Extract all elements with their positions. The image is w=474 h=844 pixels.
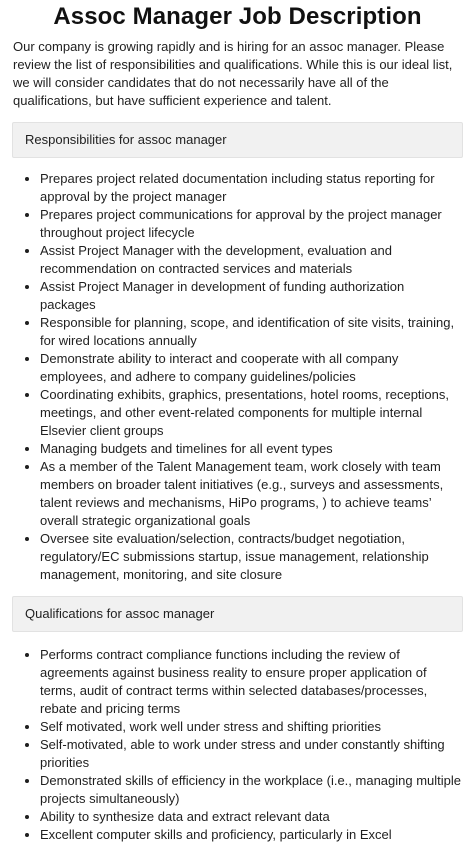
list-item: • Demonstrate ability to interact and cooperate with all company employees, and adhere to company guidelines/policies: [40, 350, 463, 386]
qualifications-heading: Qualifications for assoc manager: [12, 596, 463, 632]
intro-paragraph: Our company is growing rapidly and is hiring for an assoc manager. Please review the list of responsibilities and qualifications. While this is our ideal list, we will consider candidates that do not necessarily have all of the qualifications, but have sufficient experience and talent.: [13, 39, 453, 108]
list-item: • As a member of the Talent Management team, work closely with team members on broader talent initiatives (e.g., surveys and assessments, talent reviews and mechanisms, HiPo programs, ) to achieve teams’ overall strategic organizational goals: [40, 458, 463, 530]
qualifications-list: [12, 646, 463, 844]
list-item: • Excellent computer skills and proficiency, particularly in Excel: [40, 826, 463, 844]
page-title: Assoc Manager Job Description: [53, 3, 422, 30]
list-item: • Oversee site evaluation/selection, contracts/budget negotiation, regulatory/EC submissions startup, issue management, relationship management, monitoring, and site closure: [40, 530, 463, 584]
list-item: • Assist Project Manager in development of funding authorization packages: [40, 278, 463, 314]
list-item: • Ability to synthesize data and extract relevant data: [40, 808, 463, 826]
list-item: • Prepares project communications for approval by the project manager throughout project lifecycle: [40, 206, 463, 242]
responsibilities-list: [12, 170, 463, 584]
list-item: • Performs contract compliance functions including the review of agreements against business reality to ensure proper application of terms, audit of contract terms within selected databases/processes, rebate and pricing terms: [40, 646, 463, 718]
list-item: • Prepares project related documentation including status reporting for approval by the project manager: [40, 170, 463, 206]
responsibilities-heading: Responsibilities for assoc manager: [12, 122, 463, 158]
list-item: • Demonstrated skills of efficiency in the workplace (i.e., managing multiple projects simultaneously): [40, 772, 463, 808]
list-item: • Self motivated, work well under stress and shifting priorities: [40, 718, 463, 736]
list-item: • Managing budgets and timelines for all event types: [40, 440, 463, 458]
list-item: • Responsible for planning, scope, and identification of site visits, training, for wired locations annually: [40, 314, 463, 350]
list-item: • Coordinating exhibits, graphics, presentations, hotel rooms, receptions, meetings, and other event-related components for multiple internal Elsevier client groups: [40, 386, 463, 440]
list-item: • Self-motivated, able to work under stress and under constantly shifting priorities: [40, 736, 463, 772]
job-description-page: [0, 2, 474, 842]
list-item: • Assist Project Manager with the development, evaluation and recommendation on contracted services and materials: [40, 242, 463, 278]
